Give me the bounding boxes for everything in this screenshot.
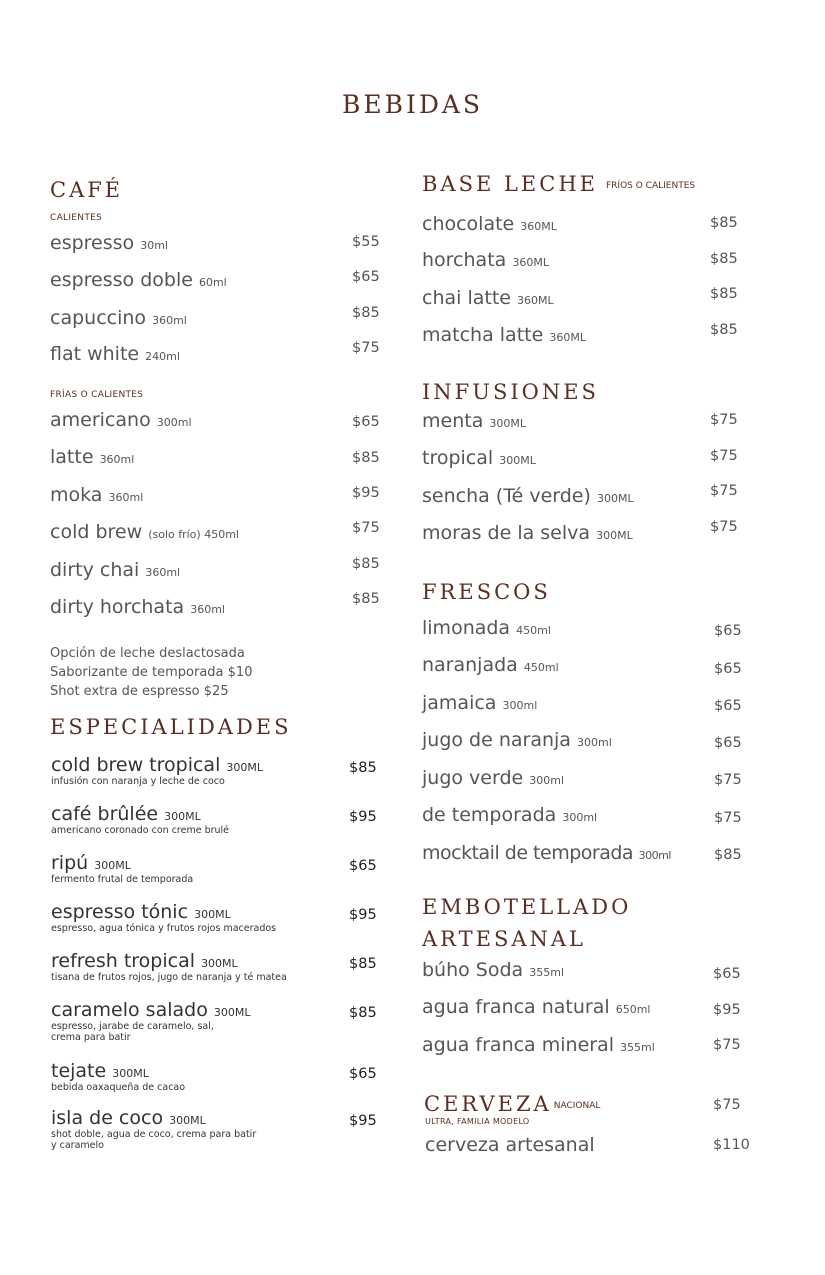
- special-item: café brûlée 300ML americano coronado con creme brulé: [51, 803, 230, 836]
- menu-price: $75: [352, 520, 380, 536]
- menu-item: búho Soda 355ml: [422, 959, 565, 981]
- menu-price: $85: [710, 322, 738, 338]
- menu-item: espresso 30ml: [50, 232, 168, 254]
- menu-price: $65: [714, 735, 742, 751]
- menu-item: cerveza artesanal: [425, 1134, 595, 1156]
- menu-item: latte 360ml: [50, 446, 135, 468]
- menu-item: moka 360ml: [50, 484, 144, 506]
- cafe-sub-both: FRÍAS O CALIENTES: [50, 390, 144, 400]
- menu-item: dirty horchata 360ml: [50, 596, 225, 618]
- cafe-sub-hot: CALIENTES: [50, 213, 103, 223]
- embotellado-heading-line2: ARTESANAL: [422, 927, 586, 951]
- menu-price: $65: [352, 269, 380, 285]
- note-line: Saborizante de temporada $10: [50, 665, 253, 680]
- infusiones-heading: INFUSIONES: [422, 380, 599, 404]
- special-price: $95: [349, 907, 377, 923]
- page-title: BEBIDAS: [341, 90, 484, 119]
- special-item: tejate 300ML bebida oaxaqueña de cacao: [51, 1060, 186, 1093]
- special-price: $85: [349, 1005, 377, 1021]
- menu-price: $75: [710, 448, 738, 464]
- special-price: $65: [349, 858, 377, 874]
- menu-price: $65: [352, 414, 380, 430]
- special-item: espresso tónic 300ML espresso, agua tónica y frutos rojos macerados: [51, 901, 277, 934]
- menu-price: $85: [352, 450, 380, 466]
- menu-item: capuccino 360ml: [50, 307, 187, 329]
- menu-item: sencha (Té verde) 300ML: [422, 485, 634, 507]
- menu-item: naranjada 450ml: [422, 654, 559, 676]
- special-price: $85: [349, 956, 377, 972]
- menu-item: menta 300ML: [422, 410, 527, 432]
- menu-item: tropical 300ML: [422, 447, 536, 469]
- menu-price: $95: [352, 485, 380, 501]
- menu-price: $85: [710, 286, 738, 302]
- menu-item: chai latte 360ML: [422, 287, 554, 309]
- special-item: caramelo salado 300ML espresso, jarabe de caramelo, sal, crema para batir: [51, 999, 251, 1043]
- menu-price: $55: [352, 234, 380, 250]
- special-price: $95: [349, 1113, 377, 1129]
- menu-price: $85: [352, 556, 380, 572]
- special-item: ripú 300ML fermento frutal de temporada: [51, 852, 194, 885]
- menu-item: espresso doble 60ml: [50, 269, 227, 291]
- cerveza-sub: ULTRA, FAMILIA MODELO: [425, 1117, 530, 1126]
- menu-item: horchata 360ML: [422, 249, 549, 271]
- menu-item: dirty chai 360ml: [50, 559, 181, 581]
- base-leche-heading: BASE LECHE FRÍOS O CALIENTES: [422, 172, 696, 196]
- menu-price: $75: [713, 1097, 741, 1113]
- menu-item: flat white 240ml: [50, 343, 180, 365]
- special-price: $65: [349, 1066, 377, 1082]
- menu-item: jugo de naranja 300ml: [422, 729, 612, 751]
- menu-item: jamaica 300ml: [422, 692, 538, 714]
- menu-item: americano 300ml: [50, 409, 192, 431]
- menu-price: $65: [714, 623, 742, 639]
- special-price: $85: [349, 760, 377, 776]
- menu-item: moras de la selva 300ML: [422, 522, 633, 544]
- menu-price: $85: [710, 251, 738, 267]
- menu-price: $65: [714, 661, 742, 677]
- special-item: isla de coco 300ML shot doble, agua de coco, crema para batir y caramelo: [51, 1107, 257, 1151]
- menu-price: $85: [352, 305, 380, 321]
- menu-item: agua franca mineral 355ml: [422, 1034, 655, 1056]
- menu-item: jugo verde 300ml: [422, 767, 565, 789]
- frescos-heading: FRESCOS: [422, 580, 551, 604]
- menu-price: $75: [710, 483, 738, 499]
- embotellado-heading-line1: EMBOTELLADO: [422, 895, 632, 919]
- menu-price: $85: [352, 591, 380, 607]
- menu-price: $85: [710, 215, 738, 231]
- menu-price: $85: [714, 847, 742, 863]
- cafe-notes: [50, 644, 252, 701]
- menu-item: limonada 450ml: [422, 617, 551, 639]
- menu-price: $75: [714, 810, 742, 826]
- menu-price: $65: [713, 966, 741, 982]
- menu-price: $75: [710, 412, 738, 428]
- special-item: refresh tropical 300ML tisana de frutos rojos, jugo de naranja y té matea: [51, 950, 287, 983]
- menu-item: agua franca natural 650ml: [422, 996, 651, 1018]
- menu-price: $110: [713, 1137, 750, 1153]
- menu-item: de temporada 300ml: [422, 804, 598, 826]
- menu-item: matcha latte 360ML: [422, 324, 586, 346]
- menu-item: mocktail de temporada 300ml: [422, 842, 671, 864]
- note-line: Shot extra de espresso $25: [50, 684, 229, 699]
- menu-price: $75: [714, 772, 742, 788]
- menu-item: cold brew (solo frío) 450ml: [50, 521, 239, 543]
- cerveza-heading: CERVEZA NACIONAL: [424, 1092, 601, 1116]
- special-price: $95: [349, 809, 377, 825]
- cafe-heading: CAFÉ: [50, 178, 124, 202]
- menu-price: $75: [352, 340, 380, 356]
- especialidades-heading: ESPECIALIDADES: [50, 715, 292, 739]
- menu-price: $95: [713, 1002, 741, 1018]
- menu-price: $65: [714, 698, 742, 714]
- note-line: Opción de leche deslactosada: [50, 646, 245, 661]
- menu-price: $75: [713, 1037, 741, 1053]
- special-item: cold brew tropical 300ML infusión con naranja y leche de coco: [51, 754, 264, 787]
- menu-item: chocolate 360ML: [422, 213, 557, 235]
- menu-price: $75: [710, 519, 738, 535]
